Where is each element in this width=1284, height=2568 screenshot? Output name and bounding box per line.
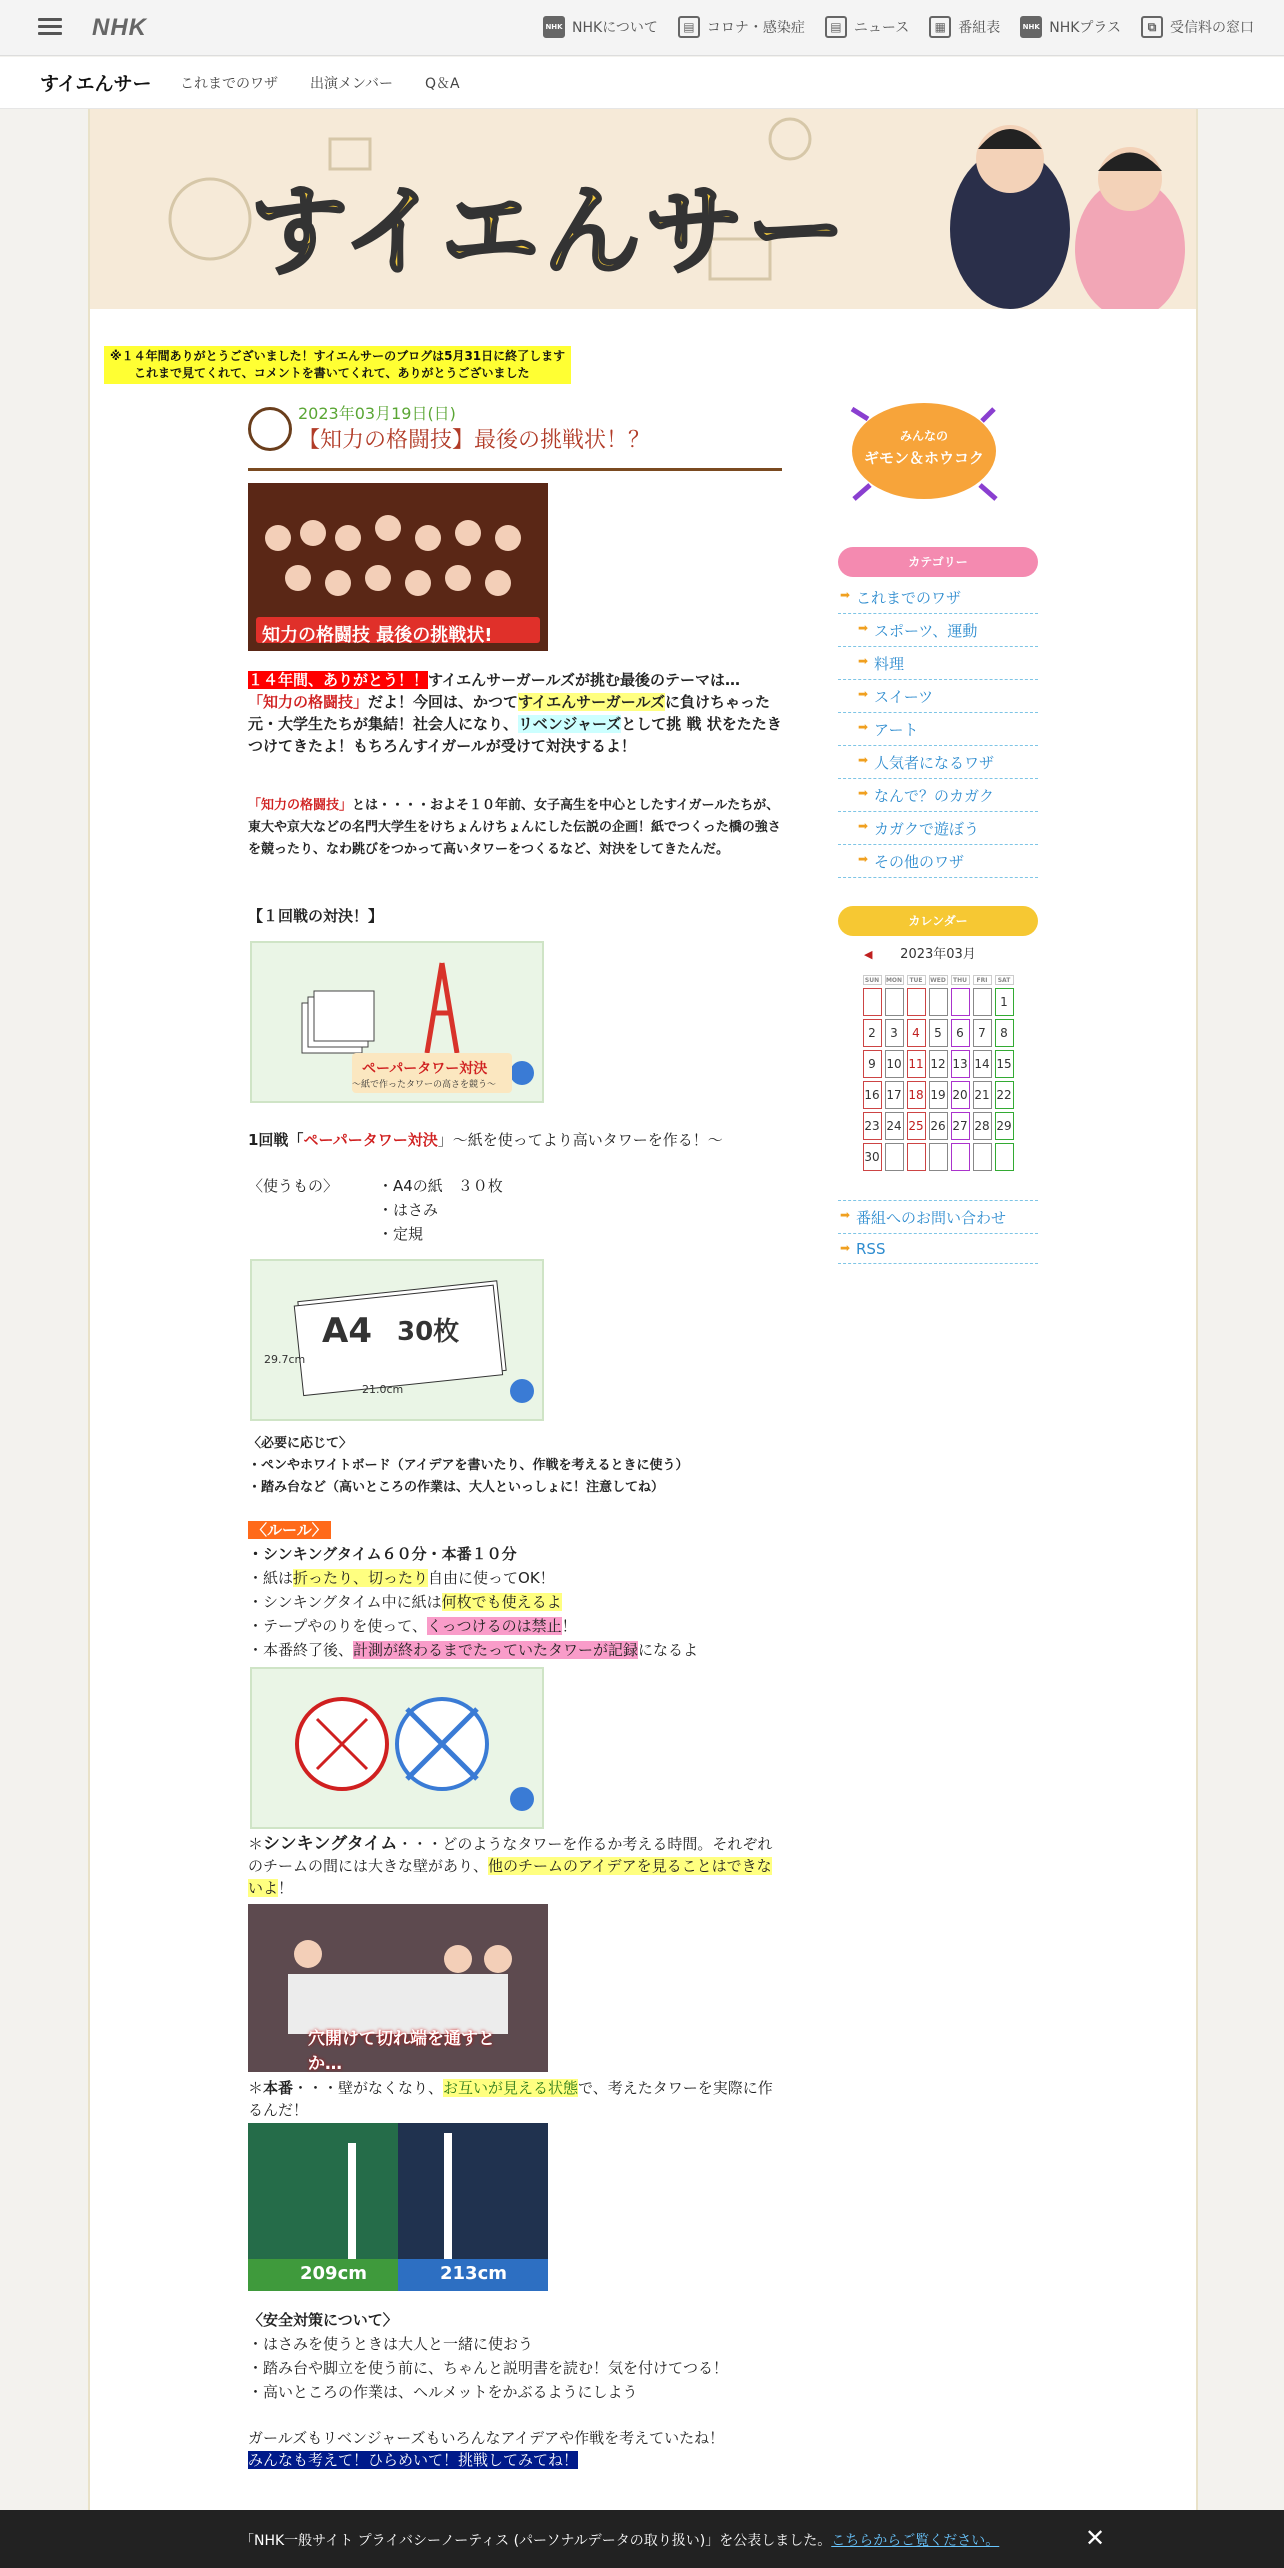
nav-label: NHKプラス (1049, 20, 1121, 36)
calendar-body (863, 988, 1014, 1171)
top-nav (543, 16, 1254, 38)
text: ・シンキングタイム中に紙は (248, 1593, 442, 1611)
grid-icon: ▦ (929, 16, 951, 38)
calendar-day (973, 988, 992, 1016)
calendar-week (863, 1019, 1014, 1047)
banner-title: すイエんサー (250, 175, 850, 289)
sidebar (838, 389, 1038, 1264)
text: お互いが見える状態 (443, 2079, 579, 2097)
text: に負けちゃった元・大学生たちが集結！社会人になり、 (248, 693, 771, 733)
result-right: 213cm (440, 2263, 507, 2284)
calendar-day: 11 (907, 1050, 926, 1078)
notice-line: ※１４年間ありがとうございました！すイエんサーのブログは5月31日に終了します (110, 349, 566, 363)
paragraph-intro (248, 669, 782, 757)
category-sports[interactable]: ➡ スポーツ、運動 (838, 614, 1038, 647)
weekday: SAT (995, 975, 1014, 985)
category-science-play[interactable]: ➡ カガクで遊ぼう (838, 812, 1038, 845)
text: ペーパータワー (303, 1131, 408, 1149)
honban-text (248, 2077, 782, 2121)
calendar-week (863, 1143, 1014, 1171)
text: ・・・どのようなタワーを作るか考える時間。それぞれのチームの間には大きな壁があり、 (248, 1835, 773, 1875)
rule-label-wrap (248, 1519, 782, 1541)
weekday: FRI (973, 975, 992, 985)
round-heading: 【１回戦の対決！】 (248, 907, 384, 925)
nav-label: コロナ・感染症 (706, 20, 805, 36)
gimon-line2: ギモン＆ホウコク (863, 449, 984, 467)
nhk-logo-icon: NHK (543, 16, 565, 38)
height-label: 29.7cm (264, 1353, 306, 1366)
text: 他のチームのアイデアを見ることはできないよ (248, 1857, 772, 1897)
weekday: TUE (907, 975, 926, 985)
calendar-day: 14 (973, 1050, 992, 1078)
post-header (248, 399, 782, 471)
calendar-day: 17 (885, 1081, 904, 1109)
rule-label: 〈ルール〉 (248, 1521, 331, 1539)
contact-link[interactable]: ➡ 番組へのお問い合わせ (838, 1201, 1038, 1234)
rule-item (248, 1615, 782, 1637)
calendar-day: 3 (885, 1019, 904, 1047)
cloud-icon (248, 407, 292, 451)
calendar-day (951, 988, 970, 1016)
calendar-day: 4 (907, 1019, 926, 1047)
calendar-day (907, 1143, 926, 1171)
calendar-day: 24 (885, 1112, 904, 1140)
weekday: THU (951, 975, 970, 985)
nav-label: ニュース (853, 20, 910, 36)
calendar-day (929, 988, 948, 1016)
calendar-day (973, 1143, 992, 1171)
text: くっつけるのは禁止 (426, 1617, 562, 1635)
need-item: ・踏み台など（高いところの作業は、大人といっしょに！注意してね） (248, 1480, 665, 1495)
calendar-day: 21 (973, 1081, 992, 1109)
text: で、考えたタワーを実際に作るんだ！ (248, 2079, 773, 2119)
text: ・本番終了後、 (248, 1641, 354, 1659)
menu-icon[interactable] (38, 14, 62, 36)
calendar-day: 18 (907, 1081, 926, 1109)
window-icon: ⧉ (1141, 16, 1163, 38)
calendar-day: 5 (929, 1019, 948, 1047)
rule-item (248, 1567, 782, 1589)
prev-month-icon[interactable]: ◀ (864, 948, 873, 961)
calendar-day (995, 1143, 1014, 1171)
category-science-why[interactable]: ➡ なんで？のカガク (838, 779, 1038, 812)
calendar-day: 27 (951, 1112, 970, 1140)
sheet-count: 30枚 (397, 1317, 460, 1347)
text: みんなも考えて！ひらめいて！挑戦してみてね！ (248, 2451, 579, 2469)
calendar-day: 8 (995, 1019, 1014, 1047)
scissors-tape-illustration (252, 1669, 542, 1827)
image-caption: 穴開けて切れ端を通すとか… (308, 2029, 495, 2074)
calendar-day: 22 (995, 1081, 1014, 1109)
nav-label: 受信料の窓口 (1170, 20, 1254, 36)
end-notice (104, 346, 571, 384)
calendar-day: 19 (929, 1081, 948, 1109)
text: リベンジャーズ (518, 715, 622, 733)
text: 何枚でも使えるよ (441, 1593, 562, 1611)
text: 「知力の格闘技」 (248, 798, 353, 813)
text: になるよ (638, 1641, 699, 1659)
closing-text-2 (248, 2449, 782, 2471)
text: ・紙は (248, 1569, 294, 1587)
use-label: 〈使うもの〉 (248, 1177, 339, 1195)
post-image-group[interactable] (248, 483, 548, 651)
nav-nhk-plus[interactable] (1020, 16, 1121, 38)
need-label: 〈必要に応じて〉 (248, 1436, 353, 1451)
highlight-thanks: １４年間、ありがとう！！ (248, 671, 429, 689)
nhk-plus-icon: NHK (1020, 16, 1042, 38)
calendar-day: 2 (863, 1019, 882, 1047)
cookie-text (240, 2530, 999, 2550)
prohibited-tools-image[interactable] (250, 1667, 544, 1829)
top-bar (0, 0, 1284, 56)
text: 本番 (263, 2079, 294, 2097)
rule-item: ・シンキングタイム６０分・本番１０分 (248, 1545, 517, 1563)
text: 「知力の格闘技」 (248, 693, 369, 711)
text: 」～紙を使ってより高いタワーを作る！～ (437, 1131, 723, 1149)
category-list (838, 581, 1038, 878)
cookie-link[interactable]: こちらからご覧ください。 (831, 2533, 1000, 2549)
use-item: ・定規 (378, 1225, 424, 1243)
text: すイエんサーガールズ (518, 693, 666, 711)
gimon-line1: みんなの (899, 429, 948, 443)
weekday: WED (930, 976, 946, 984)
rule-item (248, 1639, 782, 1661)
weekday: MON (885, 976, 903, 984)
calendar-day: 13 (951, 1050, 970, 1078)
thinking-time-text (248, 1833, 782, 1899)
calendar-day: 10 (885, 1050, 904, 1078)
calendar-month: 2023年03月 (900, 947, 976, 962)
notice-line: これまで見てくれて、コメントを書いてくれて、ありがとうございました (134, 366, 530, 380)
nhk-logo[interactable]: NHK (92, 14, 147, 41)
page-wrapper (88, 109, 1198, 2568)
calendar (838, 944, 1038, 1174)
calendar-day: 1 (995, 988, 1014, 1016)
paper-tower-image[interactable] (250, 941, 544, 1103)
text: ・・・壁がなくなり、 (293, 2079, 444, 2097)
text: 「NHK一般サイト プライバシーノーティス (パーソナルデータの取り扱い)」を公表しました。 (240, 2533, 832, 2549)
image-caption: 知力の格闘技 最後の挑戦状! (262, 625, 493, 646)
calendar-day: 12 (929, 1050, 948, 1078)
category-art[interactable]: ➡ アート (838, 713, 1038, 746)
use-item: ・はさみ (378, 1201, 439, 1219)
side-links (838, 1200, 1038, 1264)
image-caption: ペーパータワー対決 (362, 1061, 488, 1077)
header-banner (90, 109, 1196, 309)
a4-label: A4 (322, 1311, 372, 1351)
safety-label: 〈安全対策について〉 (248, 2311, 398, 2329)
closing-text: ガールズもリベンジャーズもいろんなアイデアや作戦を考えていたね！ (248, 2429, 725, 2447)
category-cooking[interactable]: ➡ 料理 (838, 647, 1038, 680)
calendar-day (929, 1143, 948, 1171)
nav-corona[interactable] (678, 16, 805, 38)
round-description (248, 1129, 782, 1151)
calendar-week (863, 1081, 1014, 1109)
calendar-day: 16 (863, 1081, 882, 1109)
calendar-day: 25 (907, 1112, 926, 1140)
calendar-week (863, 1050, 1014, 1078)
text: シンキングタイム (263, 1834, 398, 1854)
text: 計測が終わるまでたっていたタワーが記録 (353, 1641, 639, 1659)
cookie-banner (0, 2510, 1284, 2568)
calendar-day: 23 (863, 1112, 882, 1140)
nav-qa[interactable]: Q＆A (425, 76, 460, 92)
nav-past-techniques[interactable]: これまでのワザ (180, 76, 278, 92)
nav-reception-fee[interactable] (1141, 16, 1254, 38)
need-item: ・ペンやホワイトボード（アイデアを書いたり、作戦を考えるときに使う） (248, 1458, 689, 1473)
nav-label: NHKについて (572, 20, 658, 36)
nav-about-nhk[interactable] (543, 16, 658, 38)
calendar-week (863, 988, 1014, 1016)
category-header: カテゴリー (838, 547, 1038, 577)
post-title[interactable]: 【知力の格闘技】最後の挑戦状！？ (298, 428, 651, 453)
width-label: 21.0cm (362, 1383, 404, 1396)
calendar-day: 15 (995, 1050, 1014, 1078)
rule-item (248, 1591, 782, 1613)
result-left: 209cm (300, 2263, 367, 2284)
calendar-header: カレンダー (838, 906, 1038, 936)
text: とは・・・・およそ１０年前、女子高生を中心としたすイガールたちが、東大や京大などの名門大学生をけちょんけちょんにした伝説の企画！紙でつくった橋の強さを競ったり、なわ跳びをつかって高いタワーをつくるなど、対決をしてきたんだ。 (248, 798, 781, 857)
program-nav (0, 57, 1284, 109)
calendar-day (951, 1143, 970, 1171)
thinking-time-photo[interactable] (248, 1904, 548, 2072)
calendar-day (863, 988, 882, 1016)
tower-result-photo[interactable] (248, 2123, 548, 2291)
nav-program-guide[interactable] (929, 16, 1000, 38)
image-subcaption: ～紙で作ったタワーの高さを競う～ (352, 1080, 497, 1090)
text: として挑 戦 状をたたきつけてきたよ！もちろんすイガールが受けて対決するよ！ (248, 715, 782, 755)
category-popularity[interactable]: ➡ 人気者になるワザ (838, 746, 1038, 779)
text: 自由に使ってOK！ (428, 1569, 555, 1587)
calendar-day: 26 (929, 1112, 948, 1140)
calendar-day (907, 988, 926, 1016)
post-date: 2023年03月19日(日) (298, 404, 456, 423)
category-sweets[interactable]: ➡ スイーツ (838, 680, 1038, 713)
calendar-month-bar (838, 944, 1038, 966)
calendar-grid (860, 972, 1017, 1174)
text: 1回戦「 (248, 1131, 304, 1149)
calendar-day (885, 1143, 904, 1171)
text: ・テープやのりを使って、 (248, 1617, 427, 1635)
safety-item: ・はさみを使うときは大人と一緒に使おう (248, 2335, 534, 2353)
calendar-day: 20 (951, 1081, 970, 1109)
paragraph-definition (248, 795, 782, 861)
text: ＊ (248, 1835, 264, 1853)
category-other[interactable]: ➡ その他のワザ (838, 845, 1038, 878)
calendar-day: 30 (863, 1143, 882, 1171)
blog-post (248, 399, 782, 2469)
rss-link[interactable]: ➡ RSS (838, 1234, 1038, 1264)
calendar-week (863, 1112, 1014, 1140)
nav-label: 番組表 (958, 20, 1001, 36)
safety-item: ・高いところの作業は、ヘルメットをかぶるようにしよう (248, 2383, 638, 2401)
text: すイエんサーガールズが挑む最後のテーマは… (428, 671, 741, 689)
news-doc-icon: ▤ (678, 16, 700, 38)
calendar-day: 28 (973, 1112, 992, 1140)
weekday: SUN (863, 975, 882, 985)
news-icon: ▤ (825, 16, 847, 38)
nav-members[interactable]: 出演メンバー (310, 76, 394, 92)
use-item: ・A4の紙 ３０枚 (378, 1177, 503, 1195)
calendar-day: 9 (863, 1050, 882, 1078)
a4-paper-image[interactable] (250, 1259, 544, 1421)
category-past-techniques[interactable]: ➡ これまでのワザ (838, 581, 1038, 614)
calendar-day: 6 (951, 1019, 970, 1047)
text: 対決 (407, 1131, 438, 1149)
calendar-day: 29 (995, 1112, 1014, 1140)
calendar-day: 7 (973, 1019, 992, 1047)
text: 折ったり、切ったり (293, 1569, 429, 1587)
safety-item: ・踏み台や脚立を使う前に、ちゃんと説明書を読む！気を付けてつる！ (248, 2359, 729, 2377)
text: だよ！今回は、かつて (368, 693, 519, 711)
gimon-banner[interactable] (844, 389, 1004, 509)
program-title[interactable]: すイエんサー (40, 73, 152, 95)
calendar-day (885, 988, 904, 1016)
text: ！ (278, 1879, 294, 1897)
nav-news[interactable] (825, 16, 909, 38)
text: ！ (561, 1617, 577, 1635)
close-icon[interactable]: ✕ (1085, 2524, 1106, 2552)
text: ＊ (248, 2079, 264, 2097)
